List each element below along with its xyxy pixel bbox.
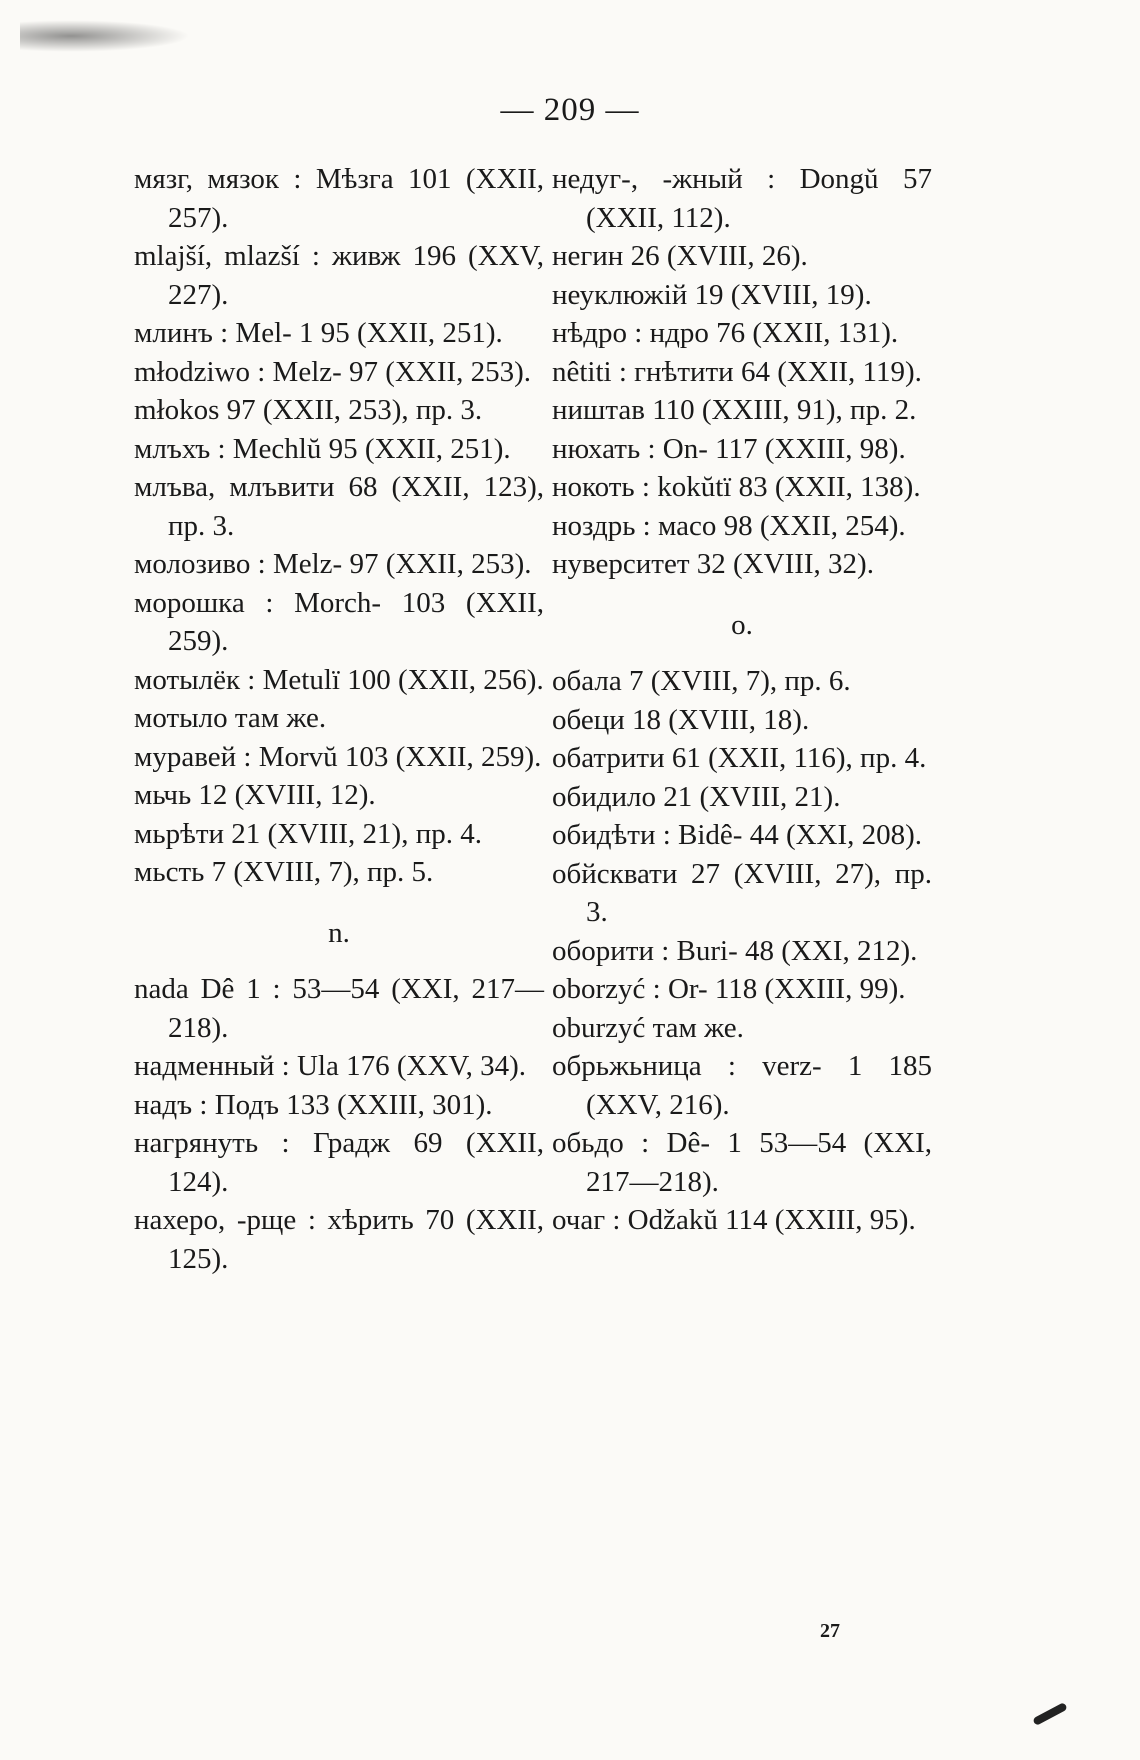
- entry: мьрѣти 21 (XVIII, 21), пр. 4.: [134, 817, 482, 850]
- signature-mark: 27: [820, 1620, 840, 1642]
- right-column: [552, 160, 932, 1240]
- entry: обрьжьница : verz- 1 185 (XXV, 216).: [552, 1050, 932, 1121]
- page-number: — 209 —: [500, 92, 640, 128]
- entry: молозиво : Melz- 97 (XXII, 253).: [134, 548, 532, 580]
- entry: обала 7 (XVIII, 7), пр. 6.: [552, 665, 851, 697]
- entry: недуг-, -жный : Dongŭ 57 (XXII, 112).: [552, 163, 932, 234]
- entry: млъхъ : Mechlŭ 95 (XXII, 251).: [134, 432, 511, 465]
- entry: обатрити 61 (XXII, 116), пр. 4.: [552, 742, 927, 774]
- entry: мьсть 7 (XVIII, 7), пр. 5.: [134, 856, 434, 888]
- entry: młodziwo : Melz- 97 (XXII, 253).: [134, 355, 532, 388]
- entry: oborzyć : Or- 118 (XXIII, 99).: [552, 973, 906, 1005]
- entry: нюхать : On- 117 (XXIII, 98).: [552, 432, 906, 465]
- entry: морошка : Morch- 103 (XXII, 259).: [134, 586, 544, 657]
- entry: обидило 21 (XVIII, 21).: [552, 780, 841, 813]
- entry: очаг : Odžakŭ 114 (XXIII, 95).: [552, 1204, 916, 1236]
- section-heading-n: n.: [328, 916, 350, 949]
- entry: nêtiti : гнѣтити 64 (XXII, 119).: [552, 355, 922, 388]
- entry: mlajší, mlazší : живж 196 (XXV, 227).: [134, 240, 544, 311]
- entry: нуверситет 32 (XVIII, 32).: [552, 548, 874, 580]
- entry: муравей : Morvŭ 103 (XXII, 259).: [134, 740, 542, 773]
- entry: млъва, млъвити 68 (XXII, 123), пр. 3.: [134, 471, 544, 542]
- entry: млинъ : Mel- 1 95 (XXII, 251).: [134, 317, 503, 349]
- entry: мязг, мязок : Мѣзга 101 (XXII, 257).: [134, 163, 544, 234]
- entry: оборити : Buri- 48 (XXI, 212).: [552, 934, 918, 967]
- entry: нокоть : kokŭtї 83 (XXII, 138).: [552, 471, 921, 503]
- section-heading-o: o.: [731, 608, 753, 641]
- entry: мотылёк : Metulї 100 (XXII, 256).: [134, 663, 544, 696]
- entry: нахеро, -рще : хѣрить 70 (XXII, 125).: [134, 1204, 544, 1275]
- entry: негин 26 (XVIII, 26).: [552, 240, 808, 272]
- entry: młokos 97 (XXII, 253), пр. 3.: [134, 394, 483, 426]
- entry: ноздрь : масо 98 (XXII, 254).: [552, 509, 906, 542]
- entry: надменный : Ula 176 (XXV, 34).: [134, 1050, 526, 1082]
- entry: надъ : Подъ 133 (XXIII, 301).: [134, 1088, 493, 1121]
- entry: обйсквати 27 (XVIII, 27), пр. 3.: [552, 857, 932, 928]
- entry: обидѣти : Bidê- 44 (XXI, 208).: [552, 819, 923, 851]
- entry: мотыло там же.: [134, 702, 327, 734]
- ink-stroke: [1032, 1702, 1068, 1726]
- left-column: [134, 160, 544, 1278]
- scan-smudge: [20, 20, 190, 52]
- entry: ништав 110 (XXIII, 91), пр. 2.: [552, 394, 917, 426]
- entry: неуклюжій 19 (XVIII, 19).: [552, 278, 872, 311]
- entry: нѣдро : ндро 76 (XXII, 131).: [552, 317, 899, 349]
- entry: мьчь 12 (XVIII, 12).: [134, 779, 376, 811]
- entry: обьдо : Dê- 1 53—54 (XXI, 217—218).: [552, 1127, 932, 1198]
- entry: oburzyć там же.: [552, 1011, 744, 1044]
- entry: обеци 18 (XVIII, 18).: [552, 703, 810, 736]
- entry: nada Dê 1 : 53—54 (XXI, 217—218).: [134, 973, 544, 1044]
- entry: нагрянуть : Градж 69 (XXII, 124).: [134, 1127, 544, 1198]
